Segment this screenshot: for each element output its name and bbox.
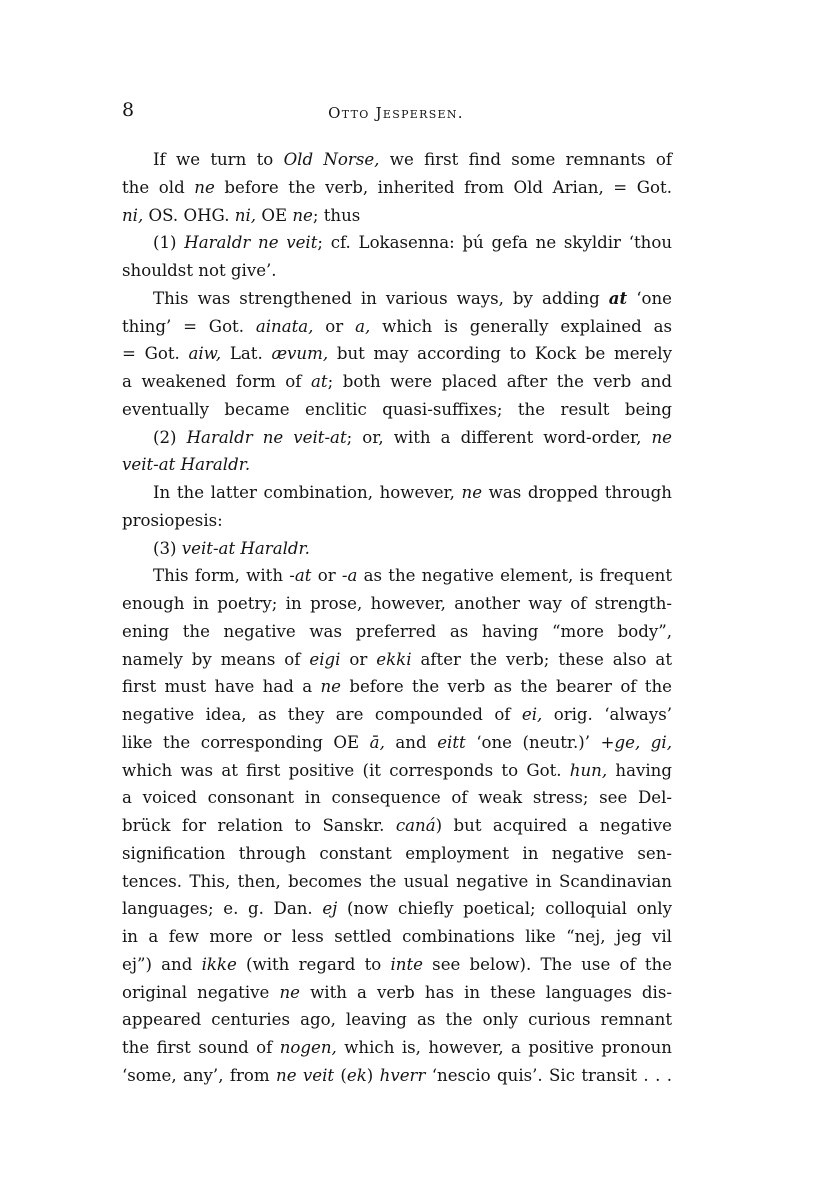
italic-run: -at [289,566,312,586]
text-line [122,396,672,424]
italic-run: ævum, [271,344,329,364]
text-run: as the negative element, is frequent [357,566,673,586]
text-run: (2) [153,427,187,447]
text-line [122,229,672,257]
text-line [122,451,672,479]
italic-run: at [608,287,628,308]
italic-run: ej [322,899,338,919]
italic-run: hverr [379,1065,426,1085]
italic-run: ne [279,982,300,1002]
text-run: with a verb has in these languages dis- [299,982,672,1002]
text-line [122,174,672,202]
italic-run: Haraldr ne veit [184,233,318,253]
text-line [122,646,672,674]
text-line [122,479,672,507]
page-number: 8 [122,99,135,121]
italic-run: ā, [369,732,385,752]
text-run: ‘one (neutr.)’ + [465,732,615,752]
text-run: appeared centuries ago, leaving as the only curious remnant [122,1010,672,1030]
italic-run: ne veit [276,1065,335,1085]
text-run: after the verb; these also at [411,649,672,669]
text-line [122,202,672,230]
italic-run: -a [341,566,358,586]
text-run: ‘one [627,288,672,308]
text-line [122,507,672,535]
italic-run: Haraldr ne veit-at [186,427,347,447]
text-run: ‘nescio quis’. Sic transit . . . [425,1065,672,1085]
text-run: ( [334,1065,347,1085]
italic-run: ei, [521,705,543,724]
text-run: like the corresponding OE [122,732,370,752]
text-run: enough in poetry; in prose, however, another way of strength- [122,594,672,613]
text-line [122,1006,672,1034]
text-run: or [311,566,342,586]
text-run: ening the negative was preferred as having “more body”, [122,621,672,641]
text-run: which is generally explained as [370,316,672,336]
text-line [122,368,672,396]
italic-run: ne [651,427,672,447]
text-run: tences. This, then, becomes the usual negative in Scandinavian [122,871,672,891]
text-run: ej”) and [122,954,202,974]
text-line [122,340,672,368]
text-line [122,784,672,812]
italic-run: at [311,372,328,391]
italic-run: a, [355,316,371,336]
text-run: brück for relation to Sanskr. [122,816,396,835]
text-run: the old [122,177,195,197]
italic-run: eitt [437,732,466,752]
text-line [122,424,672,452]
text-line [122,923,672,951]
text-line [122,562,672,590]
text-line [122,313,672,341]
text-run: (1) [153,233,185,253]
text-run: first must have had a [122,677,321,697]
italic-run: Old Norse, [283,150,380,169]
italic-run: ne [461,483,483,502]
italic-run: ekki [376,649,412,669]
italic-run: aiw, [188,344,222,364]
text-run: which was at first positive (it corresponds to Got. [122,760,570,780]
text-line [122,951,672,979]
text-run: ; thus [312,205,361,225]
text-run: ‘some, any’, from [122,1065,277,1085]
text-run: = Got. [122,344,189,364]
italic-run: ne [292,205,313,225]
running-head: Otto Jespersen. [328,104,464,122]
text-run: ) but acquired a negative [435,816,672,835]
text-run: shouldst not give’. [122,261,277,280]
text-run: If we turn to [153,150,284,169]
text-line [122,673,672,701]
text-run: or [313,316,356,336]
text-run: before the verb, inherited from Old Arian, = Got. [214,177,672,197]
text-run: In the latter combination, however, [153,483,462,502]
text-run: but may according to Kock be merely [328,344,672,364]
text-line [122,590,672,618]
text-line [122,1034,672,1062]
text-run: in a few more or less settled combinations like “nej, jeg vil [122,927,672,946]
text-run: This form, with [153,566,290,586]
text-line [122,285,672,313]
text-run: OE [256,205,293,225]
text-run: was dropped through [482,483,672,502]
text-run: or [340,649,377,669]
text-run: a weakened form of [122,372,311,391]
italic-run: veit-at Haraldr. [122,455,251,475]
text-run: (now chiefly poetical; colloquial only [337,899,672,919]
text-run: see below). The use of the [422,954,672,974]
text-run: This was strengthened in various ways, by adding [153,288,609,308]
text-run: having [607,760,672,780]
text-run: ) [366,1065,380,1085]
text-run: we first find some remnants of [379,150,672,169]
body-text [122,146,672,1090]
italic-run: ge, gi, [614,732,672,752]
text-run: eventually became enclitic quasi-suffixes; the result being [122,399,672,419]
text-line [122,257,672,285]
italic-run: veit-at Haraldr. [181,538,310,558]
text-line [122,895,672,923]
text-run: languages; e. g. Dan. [122,899,323,919]
text-run: (3) [153,538,182,558]
text-run: orig. ‘always’ [542,705,672,724]
text-run: before the verb as the bearer of the [340,677,672,697]
italic-run: ek [346,1065,367,1085]
text-run: ; cf. Lokasenna: þú gefa ne skyldir ‘thou [317,233,673,253]
text-run: signification through constant employment in negative sen- [122,843,672,863]
italic-run: inte [390,954,423,974]
text-run: ; or, with a different word-order, [346,427,652,447]
italic-run: hun, [569,760,608,780]
italic-run: ne [320,677,341,697]
italic-run: ikke [201,954,237,974]
italic-run: ni, [122,205,144,225]
text-run: ; both were placed after the verb and [327,372,672,391]
text-run: which is, however, a positive pronoun [336,1038,672,1057]
text-line [122,729,672,757]
text-run: the first sound of [122,1038,280,1057]
italic-run: ainata, [255,316,314,336]
text-run: thing’ = Got. [122,316,256,336]
text-line [122,618,672,646]
text-run: Lat. [221,344,272,364]
text-run: namely by means of [122,649,310,669]
text-run: a voiced consonant in consequence of weak stress; see Del- [122,788,672,808]
italic-run: ne [194,177,215,197]
text-line [122,868,672,896]
text-line [122,812,672,840]
text-line [122,840,672,868]
text-line [122,979,672,1007]
italic-run: nogen, [279,1038,337,1057]
text-run: prosiopesis: [122,510,223,530]
text-line [122,535,672,563]
text-run: negative idea, as they are compounded of [122,705,522,724]
text-line [122,1062,672,1090]
text-run: original negative [122,982,280,1002]
text-run: (with regard to [236,954,391,974]
italic-run: ni, [234,205,257,225]
text-run: and [384,732,438,752]
text-line [122,757,672,785]
text-run: OS. OHG. [143,205,235,225]
text-line [122,701,672,729]
italic-run: caná [395,816,436,835]
text-line [122,146,672,174]
italic-run: eigi [309,649,341,669]
